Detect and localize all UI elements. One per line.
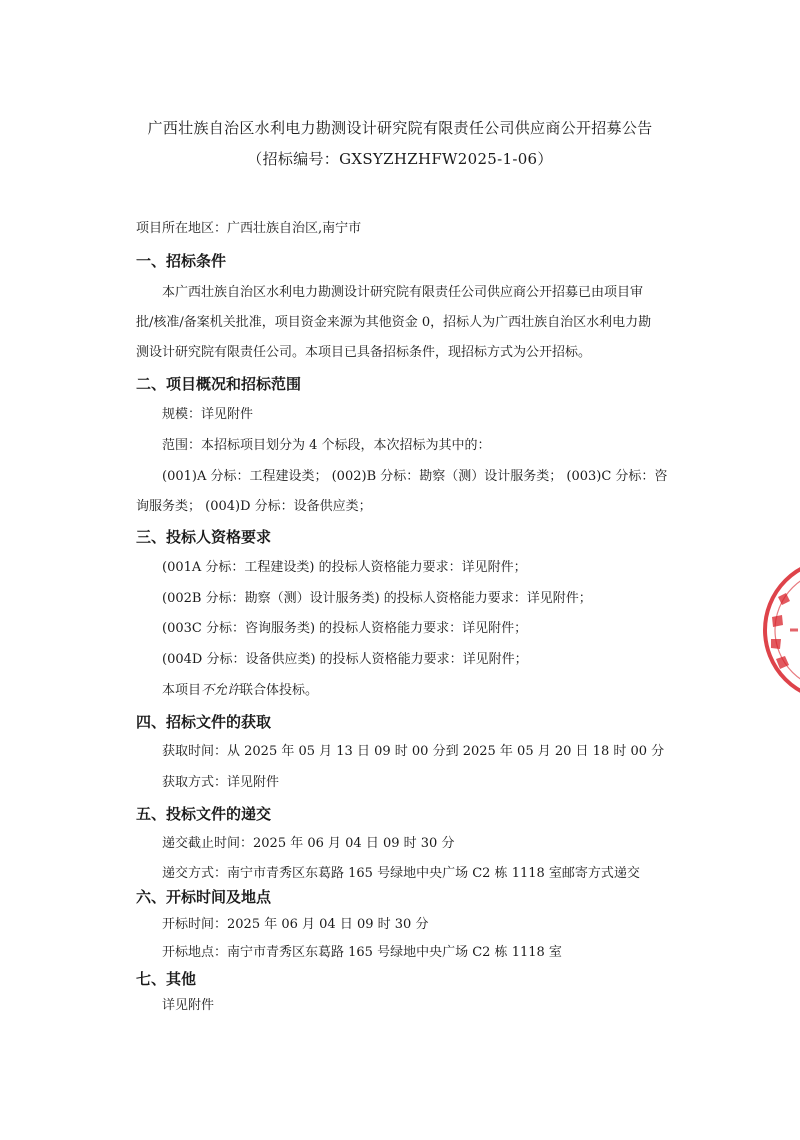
qualification-lot-d: (004D 分标：设备供应类) 的投标人资格能力要求：详见附件； [162,652,528,667]
section-heading-submission: 五、投标文件的递交 [136,805,272,823]
qualification-lot-a: (001A 分标：工程建设类) 的投标人资格能力要求：详见附件； [162,560,527,575]
qualification-lot-b: (002B 分标：勘察（测）设计服务类) 的投标人资格能力要求：详见附件； [162,591,592,606]
joint-bid-suffix: 联合体投标。 [240,683,319,698]
section-heading-qualification: 三、投标人资格要求 [136,528,272,546]
document-title: 广西壮族自治区水利电力勘测设计研究院有限责任公司供应商公开招募公告 [147,119,653,137]
joint-bid-note [162,682,318,700]
project-scope: 范围：本招标项目划分为 4 个标段，本次招标为其中的： [162,438,491,453]
tender-code: （招标编号：GXSYZHZHFW2025-1-06） [247,150,553,168]
joint-bid-prefix: 本项目 [162,683,202,698]
section-heading-overview: 二、项目概况和招标范围 [136,375,302,393]
other-note: 详见附件 [162,998,215,1013]
submission-deadline: 递交截止时间：2025 年 06 月 04 日 09 时 30 分 [162,836,455,851]
submission-method: 递交方式：南宁市青秀区东葛路 165 号绿地中央广场 C2 栋 1118 室邮寄方式递交 [162,866,640,881]
opening-place: 开标地点：南宁市青秀区东葛路 165 号绿地中央广场 C2 栋 1118 室 [162,945,562,960]
conditions-paragraph-line-3: 测设计研究院有限责任公司。本项目已具备招标条件，现招标方式为公开招标。 [136,345,592,360]
lots-line-2: 询服务类； (004)D 分标：设备供应类； [136,499,372,514]
section-heading-documents: 四、招标文件的获取 [136,713,272,731]
project-region: 项目所在地区：广西壮族自治区,南宁市 [136,221,362,236]
section-heading-conditions: 一、招标条件 [136,252,227,270]
document-acquisition-time: 获取时间：从 2025 年 05 月 13 日 09 时 00 分到 2025 年 05 月 20 日 18 时 00 分 [162,744,665,759]
qualification-lot-c: (003C 分标：咨询服务类) 的投标人资格能力要求：详见附件； [162,621,528,636]
opening-time: 开标时间：2025 年 06 月 04 日 09 时 30 分 [162,917,429,932]
project-scale: 规模：详见附件 [162,407,254,422]
lots-line-1: (001)A 分标：工程建设类； (002)B 分标：勘察（测）设计服务类； (003)C 分标：咨 [162,469,668,484]
section-heading-opening: 六、开标时间及地点 [136,888,272,906]
joint-bid-emphasis: 不允许 [201,683,241,698]
conditions-paragraph-line-2: 批/核准/备案机关批准，项目资金来源为其他资金 0，招标人为广西壮族自治区水利电力勘 [136,315,652,330]
section-heading-other: 七、其他 [136,970,197,988]
document-acquisition-method: 获取方式：详见附件 [162,775,280,790]
company-seal-icon [760,555,800,705]
conditions-paragraph-line-1: 本广西壮族自治区水利电力勘测设计研究院有限责任公司供应商公开招募已由项目审 [162,285,644,300]
